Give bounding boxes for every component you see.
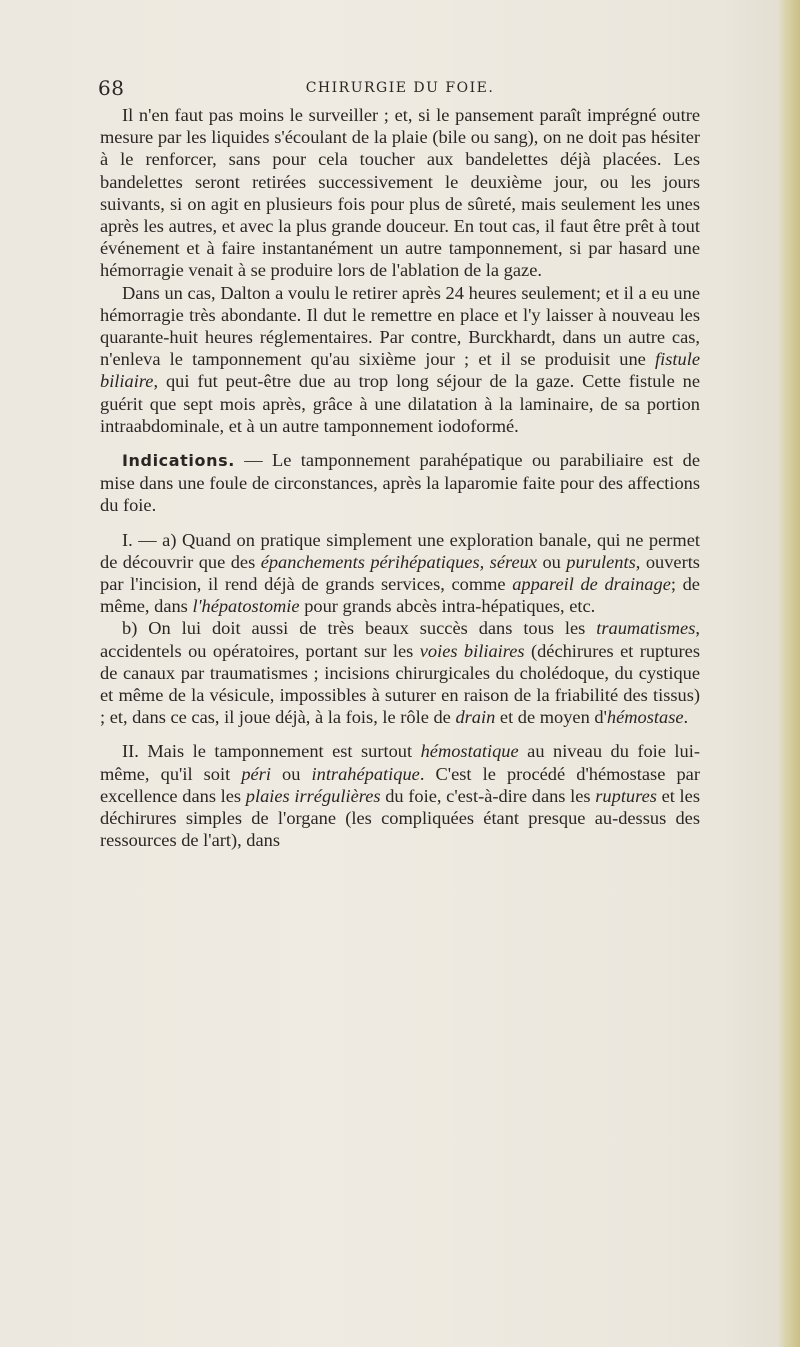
paragraph-II: II. Mais le tamponnement est surtout hémostatique au niveau du foie lui-même, qu'il soit péri ou intrahépatique. C'est le procédé d'hémostase par excellence dans les plaies irrégulières du foie, c'est-à-dire dans les ruptures et les déchirures simples de l'organe (les compliquées étant presque au-dessus des ressources de l'art), dans: [100, 741, 700, 851]
page-header: [98, 76, 702, 100]
body-text: [100, 104, 700, 852]
page-edge: [778, 0, 800, 1347]
running-head: CHIRURGIE DU FOIE.: [305, 80, 495, 96]
emphasis-fistule: fistule biliaire: [100, 349, 700, 392]
paragraph-indications: Indications. — Le tamponnement parahépatique ou parabiliaire est de mise dans une foule de circonstances, après la laparomie faite pour des affections du foie.: [100, 450, 700, 516]
section-heading-indications: Indications.: [122, 451, 235, 471]
paragraph-2: Dans un cas, Dalton a voulu le retirer après 24 heures seulement; et il a eu une hémorragie très abondante. Il dut le remettre en place et l'y laisser à nouveau les quarante-huit heures réglementaires. Par contre, Burckhardt, dans un autre cas, n'enleva le tamponnement qu'au sixième jour ; et il se produisit une fistule biliaire, qui fut peut-être due au trop long séjour de la gaze. Cette fistule ne guérit que sept mois après, grâce à une dilatation à la laminaire, de sa portion intraabdominale, et à un autre tamponnement iodoformé.: [100, 282, 700, 436]
paragraph-I-b: b) On lui doit aussi de très beaux succès dans tous les traumatismes, accidentels ou opératoires, portant sur les voies biliaires (déchirures et ruptures de canaux par traumatismes ; incisions chirurgicales du cholédoque, du cystique et même de la vésicule, impossibles à suturer en raison de la friabilité des tissus) ; et, dans ce cas, il joue déjà, à la fois, le rôle de drain et de moyen d'hémostase.: [100, 618, 701, 728]
paragraph-1: Il n'en faut pas moins le surveiller ; et, si le pansement paraît imprégné outre mesure par les liquides s'écoulant de la plaie (bile ou sang), on ne doit pas hésiter à le renforcer, sans pour cela toucher aux bandelettes déjà placées. Les bandelettes seront retirées successivement le deuxième jour, ou les jours suivants, si on agit en plusieurs fois pour plus de sûreté, mais seulement les unes après les autres, et avec la plus grande douceur. En tout cas, il faut être prêt à tout événement et à faire instantanément un autre tamponnement, si par hasard une hémorragie venait à se produire lors de l'ablation de la gaze.: [100, 105, 700, 281]
paragraph-I-a: I. — a) Quand on pratique simplement une exploration banale, qui ne permet de découvrir que des épanchements périhépatiques, séreux ou purulents, ouverts par l'incision, il rend déjà de grands services, comme appareil de drainage; de même, dans l'hépatostomie pour grands abcès intra-hépatiques, etc.: [100, 529, 700, 617]
page-number: 68: [98, 76, 125, 100]
